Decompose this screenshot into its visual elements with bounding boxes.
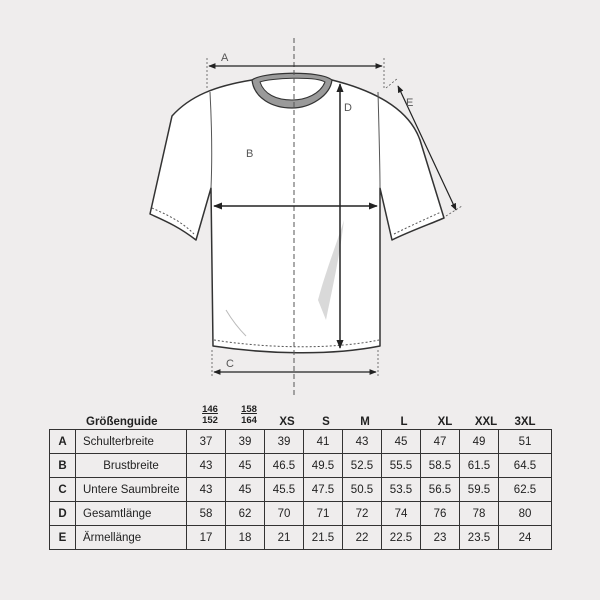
cell-value: 80 [499,502,552,526]
row-name: Brustbreite [76,454,187,478]
size-header-152: 152 [202,415,218,426]
cell-value: 23 [421,526,460,550]
size-header-l: L [400,416,408,428]
cell-value: 43 [343,430,382,454]
row-letter: E [50,526,76,550]
cell-value: 78 [460,502,499,526]
cell-value: 55.5 [382,454,421,478]
size-header-xs: XS [279,416,295,428]
tshirt-outline [150,80,444,353]
cell-value: 45 [226,478,265,502]
cell-value: 58 [187,502,226,526]
cell-value: 18 [226,526,265,550]
cell-value: 41 [304,430,343,454]
cell-value: 49.5 [304,454,343,478]
table-row [50,430,552,454]
size-header-158-164 [239,404,259,426]
guide-e-bottom [446,206,462,216]
cell-value: 24 [499,526,552,550]
label-d: D [344,102,352,114]
size-header-3xl: 3XL [514,416,536,428]
label-a: A [221,52,229,64]
cell-value: 49 [460,430,499,454]
cell-value: 62 [226,502,265,526]
cell-value: 39 [226,430,265,454]
cell-value: 37 [187,430,226,454]
table-row [50,502,552,526]
cell-value: 52.5 [343,454,382,478]
size-header-m: M [360,416,370,428]
cell-value: 70 [265,502,304,526]
row-letter: C [50,478,76,502]
cell-value: 22 [343,526,382,550]
cell-value: 56.5 [421,478,460,502]
size-table [49,429,552,550]
guide-e-top [386,78,398,88]
cell-value: 43 [187,478,226,502]
row-letter: A [50,430,76,454]
cell-value: 21 [265,526,304,550]
row-name: Schulterbreite [76,430,187,454]
cell-value: 47 [421,430,460,454]
cell-value: 43 [187,454,226,478]
size-header-158: 158 [241,404,257,415]
size-header-146-152 [200,404,220,426]
size-header-s: S [322,416,330,428]
cell-value: 45 [382,430,421,454]
cell-value: 64.5 [499,454,552,478]
row-name: Untere Saumbreite [76,478,187,502]
cell-value: 22.5 [382,526,421,550]
cell-value: 51 [499,430,552,454]
cell-value: 72 [343,502,382,526]
size-guide-title: Größenguide [86,416,158,428]
label-c: C [226,358,234,370]
table-row [50,526,552,550]
cell-value: 39 [265,430,304,454]
cell-value: 76 [421,502,460,526]
size-header-164: 164 [241,415,257,426]
cell-value: 23.5 [460,526,499,550]
size-header-xxl: XXL [474,416,498,428]
cell-value: 47.5 [304,478,343,502]
row-name: Gesamtlänge [76,502,187,526]
cell-value: 71 [304,502,343,526]
cell-value: 53.5 [382,478,421,502]
cell-value: 50.5 [343,478,382,502]
cell-value: 62.5 [499,478,552,502]
table-row [50,478,552,502]
cell-value: 61.5 [460,454,499,478]
size-header-146: 146 [202,404,218,415]
cell-value: 58.5 [421,454,460,478]
label-e: E [406,97,414,109]
cell-value: 45.5 [265,478,304,502]
size-header-xl: XL [437,416,453,428]
row-letter: B [50,454,76,478]
cell-value: 74 [382,502,421,526]
cell-value: 45 [226,454,265,478]
label-b: B [246,148,254,160]
cell-value: 46.5 [265,454,304,478]
row-letter: D [50,502,76,526]
cell-value: 59.5 [460,478,499,502]
cell-value: 17 [187,526,226,550]
cell-value: 21.5 [304,526,343,550]
table-row [50,454,552,478]
row-name: Ärmellänge [76,526,187,550]
